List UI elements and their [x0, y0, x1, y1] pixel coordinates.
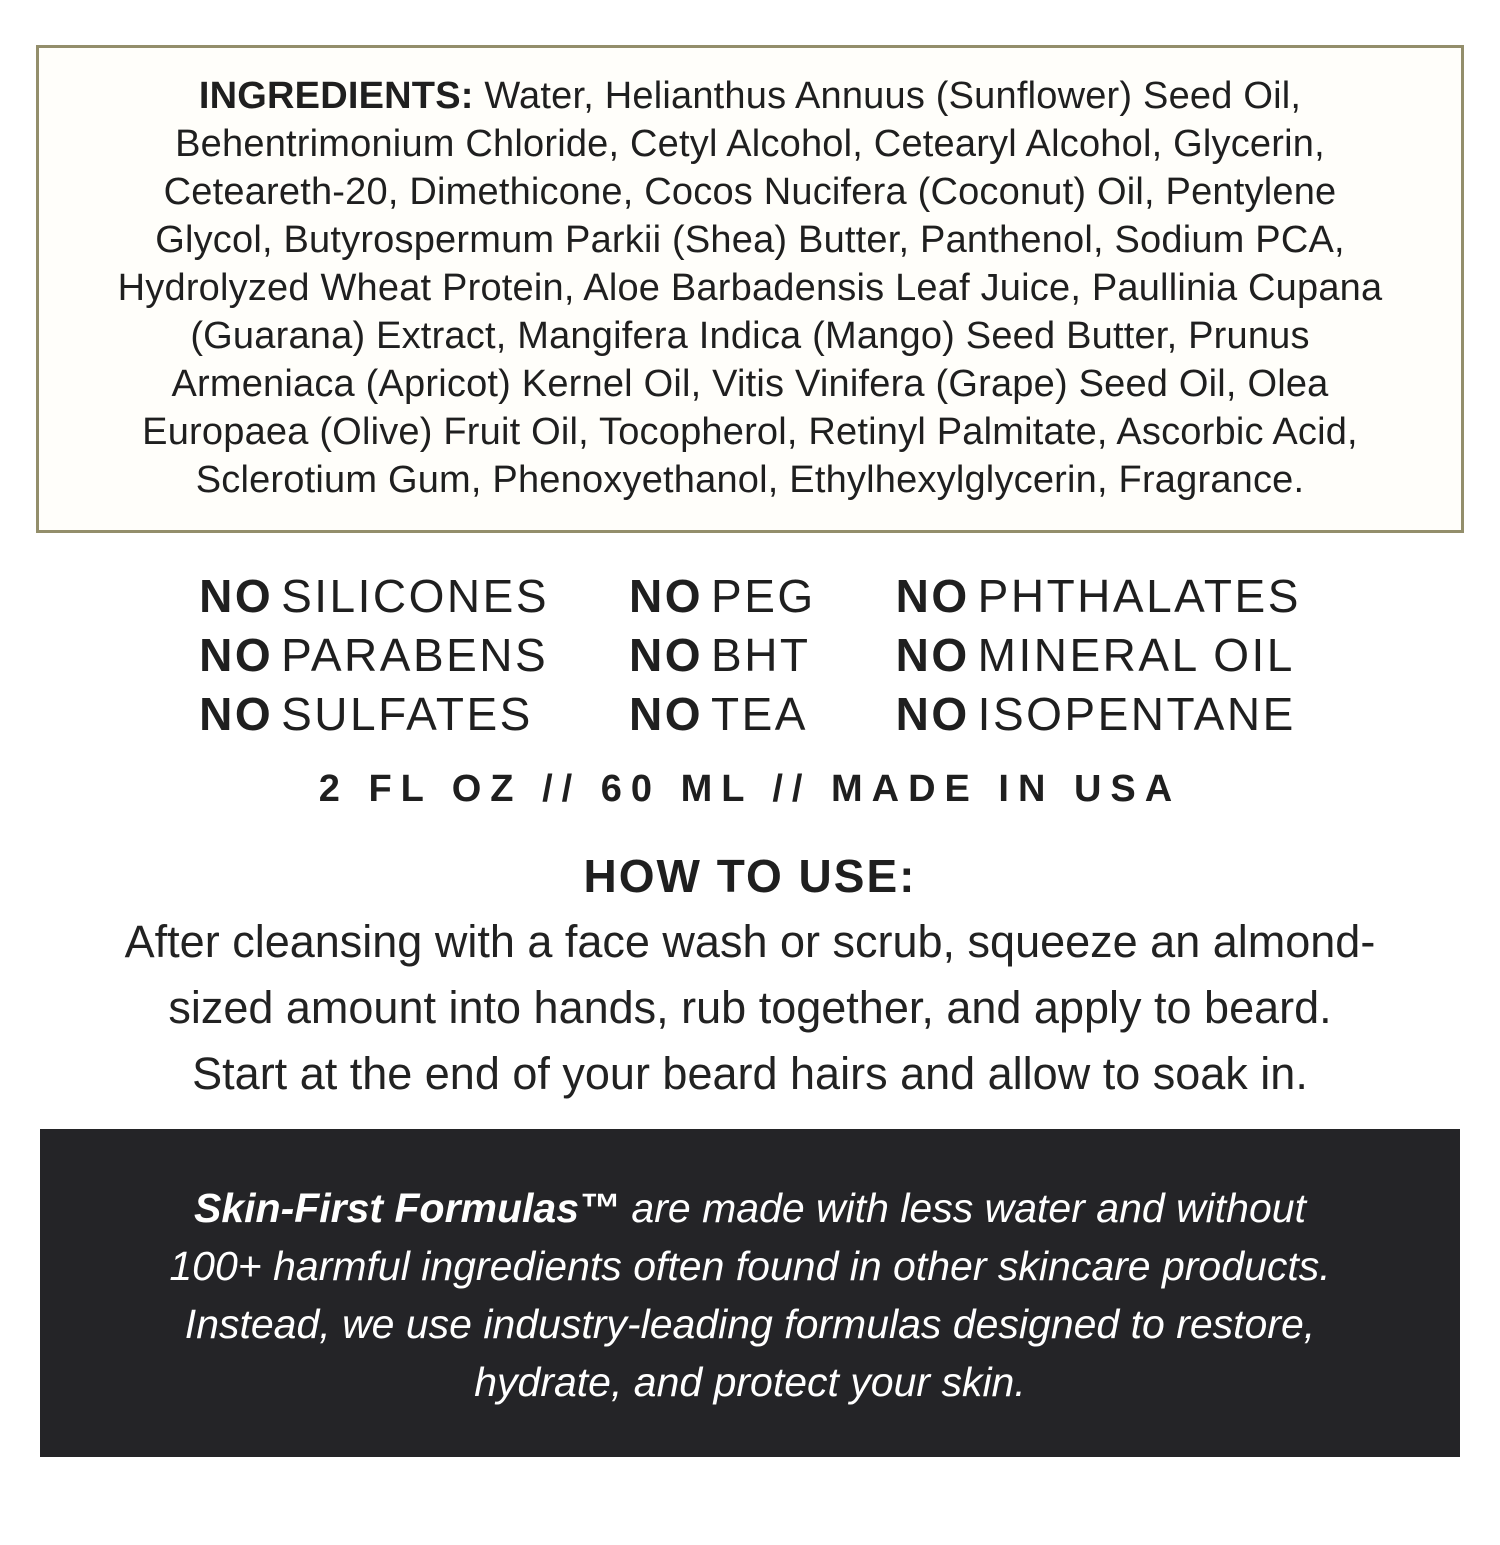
claim-label: MINERAL OIL — [977, 629, 1295, 681]
ingredients-line: Sclerotium Gum, Phenoxyethanol, Ethylhexylglycerin, Fragrance. — [195, 459, 1305, 501]
no-claims-grid — [0, 570, 1500, 740]
ingredients-line: (Guarana) Extract, Mangifera Indica (Mango) Seed Butter, Prunus — [190, 315, 1310, 357]
claim-no-phthalates — [895, 570, 1301, 622]
claim-no-word: NO — [199, 688, 274, 740]
claim-no-parabens — [199, 629, 549, 681]
ingredients-line: Hydrolyzed Wheat Protein, Aloe Barbadensis Leaf Juice, Paullinia Cupana — [117, 267, 1383, 309]
ingredients-line: Glycol, Butyrospermum Parkii (Shea) Butter, Panthenol, Sodium PCA, — [155, 219, 1345, 261]
claim-no-word: NO — [895, 629, 970, 681]
claim-label: PEG — [711, 570, 816, 622]
formula-line — [80, 1179, 1420, 1237]
claim-no-word: NO — [629, 688, 704, 740]
claim-no-word: NO — [895, 688, 970, 740]
formula-line: Instead, we use industry-leading formulas designed to restore, — [184, 1301, 1316, 1347]
claim-no-word: NO — [629, 629, 704, 681]
ingredients-line: Ceteareth-20, Dimethicone, Cocos Nucifera (Coconut) Oil, Pentylene — [163, 171, 1337, 213]
claim-label: TEA — [711, 688, 808, 740]
ingredients-line: Armeniaca (Apricot) Kernel Oil, Vitis Vinifera (Grape) Seed Oil, Olea — [171, 363, 1329, 405]
claim-no-tea — [629, 688, 808, 740]
claim-label: SILICONES — [281, 570, 550, 622]
ingredients-label: INGREDIENTS: — [198, 75, 474, 117]
claim-label: SULFATES — [281, 688, 533, 740]
claim-label: PARABENS — [281, 629, 549, 681]
claim-no-bht — [629, 629, 811, 681]
formula-line: hydrate, and protect your skin. — [474, 1359, 1026, 1405]
how-to-use-line: Start at the end of your beard hairs and allow to soak in. — [192, 1048, 1308, 1099]
ingredients-line: Europaea (Olive) Fruit Oil, Tocopherol, Retinyl Palmitate, Ascorbic Acid, — [142, 411, 1358, 453]
how-to-use-line: After cleansing with a face wash or scrub, squeeze an almond- — [124, 916, 1376, 967]
claim-no-word: NO — [629, 570, 704, 622]
claim-no-word: NO — [895, 570, 970, 622]
skin-first-formulas-panel — [40, 1129, 1460, 1457]
formula-line: 100+ harmful ingredients often found in other skincare products. — [169, 1243, 1331, 1289]
claim-label: BHT — [711, 629, 811, 681]
formula-line1-text: are made with less water and without — [631, 1185, 1306, 1231]
size-origin-line: 2 FL OZ // 60 ML // MADE IN USA — [318, 768, 1182, 810]
how-to-use-line: sized amount into hands, rub together, and apply to beard. — [168, 982, 1332, 1033]
ingredients-panel — [36, 45, 1464, 533]
claim-no-mineral-oil — [895, 629, 1295, 681]
claim-no-silicones — [199, 570, 550, 622]
how-to-use-body — [0, 909, 1500, 1107]
claim-no-word: NO — [199, 570, 274, 622]
claim-no-word: NO — [199, 629, 274, 681]
how-to-use-heading: HOW TO USE: — [583, 850, 917, 902]
claim-no-isopentane — [895, 688, 1296, 740]
claim-no-sulfates — [199, 688, 533, 740]
ingredients-line: Behentrimonium Chloride, Cetyl Alcohol, Cetearyl Alcohol, Glycerin, — [175, 123, 1325, 165]
claim-label: PHTHALATES — [977, 570, 1301, 622]
claim-no-peg — [629, 570, 816, 622]
ingredients-line — [59, 72, 1441, 120]
formula-brand-name: Skin-First Formulas™ — [194, 1185, 621, 1231]
claim-label: ISOPENTANE — [977, 688, 1296, 740]
ingredients-line1-text: Water, Helianthus Annuus (Sunflower) Seed Oil, — [484, 75, 1302, 117]
